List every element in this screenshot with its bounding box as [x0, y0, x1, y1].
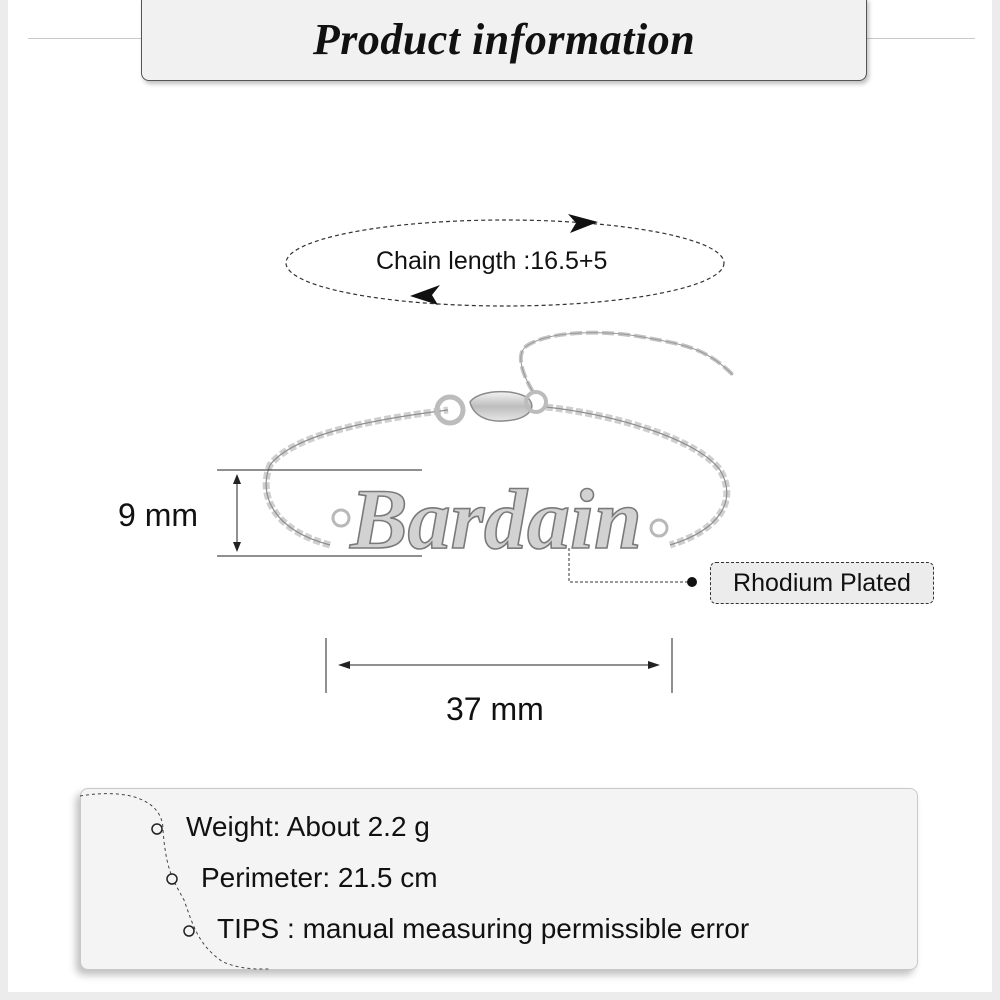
arrow-left-icon	[410, 285, 440, 305]
spec-perimeter: Perimeter: 21.5 cm	[201, 862, 438, 893]
arrow-right-icon	[568, 214, 598, 233]
lobster-clasp	[437, 392, 546, 423]
width-dimension	[326, 638, 672, 693]
svg-text:Bardain: Bardain	[350, 471, 642, 567]
height-label: 9 mm	[118, 497, 198, 533]
extender-chain	[521, 333, 733, 392]
spec-tips: TIPS : manual measuring permissible error	[217, 913, 750, 944]
product-info-page	[8, 0, 992, 992]
width-label: 37 mm	[446, 691, 544, 727]
name-pendant	[333, 471, 667, 567]
page-title: Product information	[312, 14, 696, 64]
spec-weight: Weight: About 2.2 g	[186, 811, 430, 842]
chain-length-label: Chain length :16.5+5	[376, 247, 608, 275]
material-badge: Rhodium Plated	[710, 562, 934, 604]
